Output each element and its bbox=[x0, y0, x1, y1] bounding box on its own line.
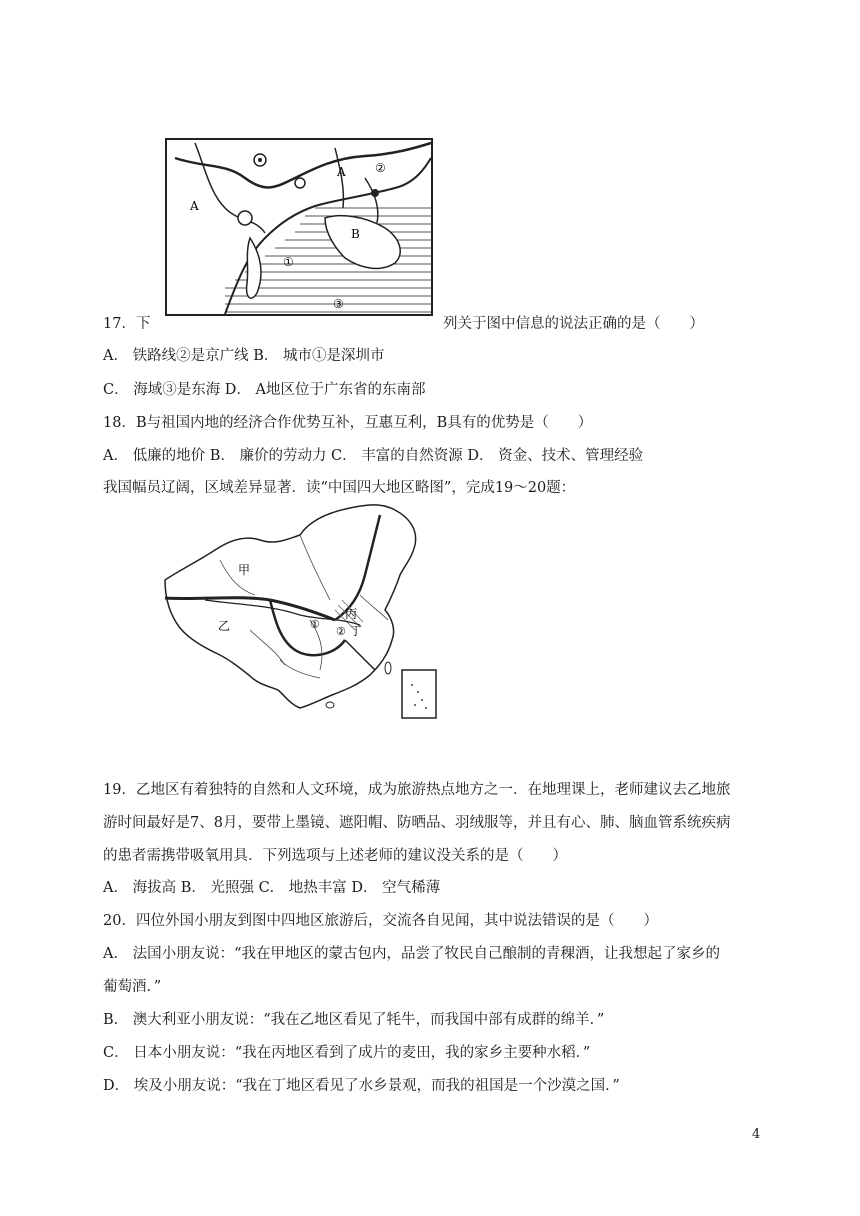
region-label-yi: 乙 bbox=[218, 619, 231, 633]
region-label-bing: 丙 bbox=[345, 607, 358, 621]
q19-stem-line2: 游时间最好是7、8月，要带上墨镜、遮阳帽、防晒品、羽绒服等，并且有心、肺、脑血管系统疾病 bbox=[103, 815, 731, 831]
region-label-ding: 丁 bbox=[350, 624, 363, 638]
region-label-2: ② bbox=[336, 625, 346, 638]
q17-stem bbox=[103, 314, 150, 334]
q20-option-d: D． 埃及小朋友说：“我在丁地区看见了水乡景观，而我的祖国是一个沙漠之国．” bbox=[103, 1078, 620, 1094]
q20-option-a-line1: A． 法国小朋友说：“我在甲地区的蒙古包内，品尝了牧民自己酿制的青稞酒，让我想起了家乡的 bbox=[103, 946, 720, 962]
q19-20-intro: 我国幅员辽阔，区域差异显著．读“中国四大地区略图”，完成19～20题： bbox=[103, 480, 576, 496]
map-label-city-1: ① bbox=[283, 255, 294, 269]
map-label-b: B bbox=[351, 227, 360, 241]
q20-stem: 20．四位外国小朋友到图中四地区旅游后，交流各自见闻，其中说法错误的是（ ） bbox=[103, 913, 658, 929]
q19-stem-line1: 19．乙地区有着独特的自然和人文环境，成为旅游热点地方之一．在地理课上，老师建议去乙地旅 bbox=[103, 782, 731, 798]
q20-option-c: C． 日本小朋友说：“我在丙地区看到了成片的麦田，我的家乡主要种水稻．” bbox=[103, 1045, 591, 1061]
q19-options: A． 海拔高 B． 光照强 C． 地热丰富 D． 空气稀薄 bbox=[103, 880, 441, 896]
q17-stem-prefix: 17．下 bbox=[103, 316, 151, 332]
china-four-regions-map bbox=[160, 500, 442, 722]
q17-stem-suffix: 列关于图中信息的说法正确的是（ ） bbox=[443, 316, 704, 332]
q18-options: A． 低廉的地价 B． 廉价的劳动力 C． 丰富的自然资源 D． 资金、技术、管理经验 bbox=[103, 448, 644, 464]
q19-stem-line3: 的患者需携带吸氧用具．下列选项与上述老师的建议没关系的是（ ） bbox=[103, 848, 567, 864]
map-label-rail-2: ② bbox=[375, 161, 386, 175]
map-label-a-west: A bbox=[190, 199, 199, 213]
q20-option-a-line2: 葡萄酒．” bbox=[103, 979, 162, 995]
q17-options-row2: C． 海域③是东海 D． A地区位于广东省的东南部 bbox=[103, 382, 426, 398]
page-number: 4 bbox=[752, 1127, 761, 1142]
q17-region-map bbox=[165, 138, 433, 316]
q18-stem: 18．B与祖国内地的经济合作优势互补，互惠互利，B具有的优势是（ ） bbox=[103, 415, 593, 431]
region-label-1: ① bbox=[310, 618, 320, 631]
map-label-a-east: A bbox=[337, 165, 346, 179]
map-label-sea-3: ③ bbox=[333, 297, 344, 311]
q17-options-row1: A． 铁路线②是京广线 B． 城市①是深圳市 bbox=[103, 348, 385, 364]
region-label-jia: 甲 bbox=[238, 563, 251, 577]
q20-option-b: B． 澳大利亚小朋友说：“我在乙地区看见了牦牛，而我国中部有成群的绵羊．” bbox=[103, 1012, 605, 1028]
